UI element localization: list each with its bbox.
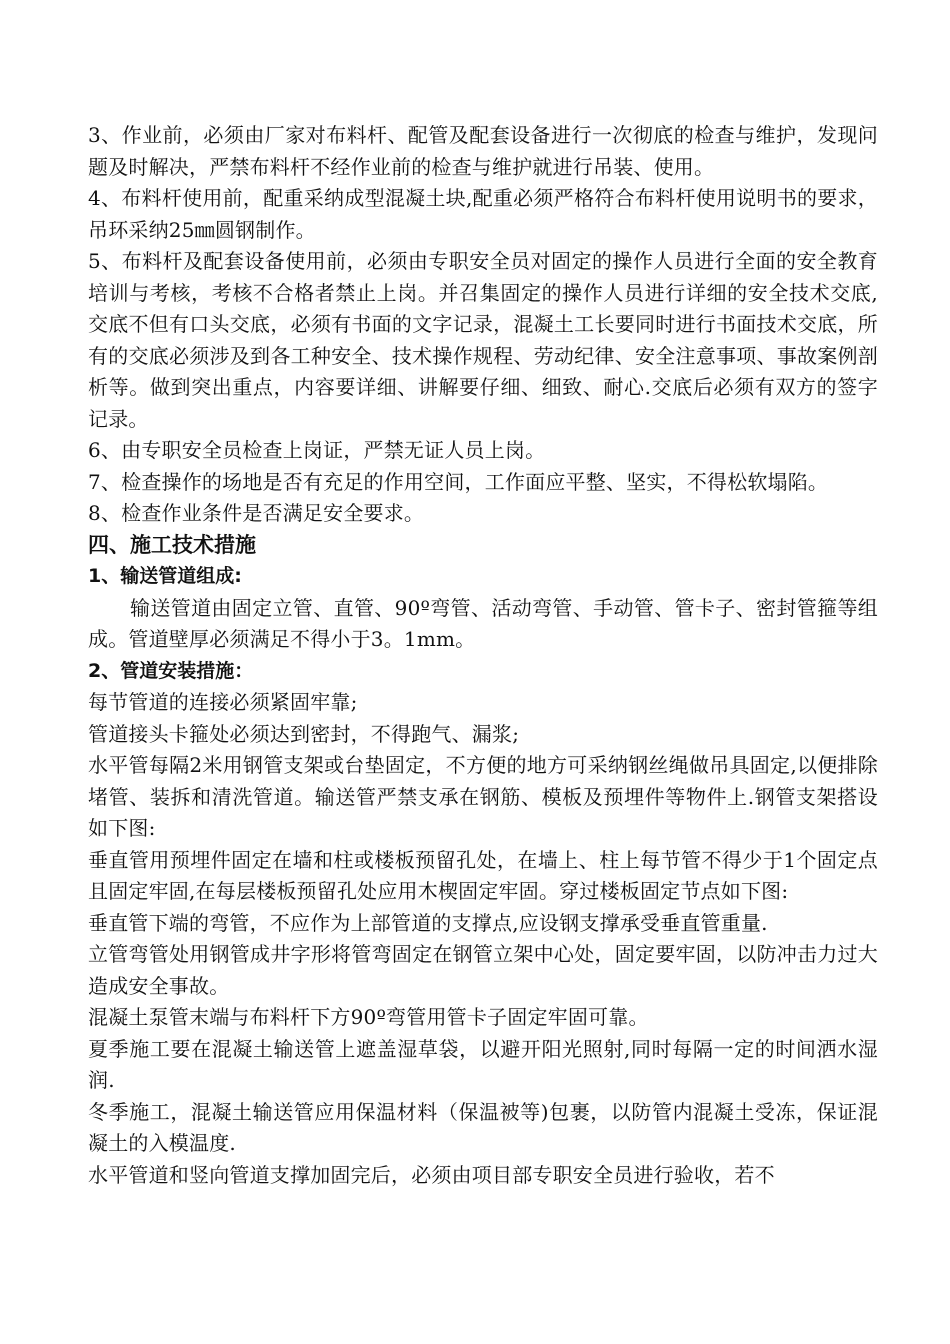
- paragraph-pump-pipe-end: 混凝土泵管末端与布料杆下方90º弯管用管卡子固定牢固可靠。: [88, 1005, 649, 1029]
- paragraph-pipeline-composition: 输送管道由固定立管、直管、90º弯管、活动弯管、手动管、管卡子、密封管箍等组成。管道壁厚必须满足不得小于3。1mm。: [88, 595, 878, 651]
- paragraph-item-8: 8、检查作业条件是否满足安全要求。: [88, 501, 425, 525]
- paragraph-item-4: 4、布料杆使用前，配重采纳成型混凝土块,配重必须严格符合布料杆使用说明书的要求，吊环采纳25㎜圆钢制作。: [88, 186, 878, 242]
- paragraph-acceptance: 水平管道和竖向管道支撑加固完后，必须由项目部专职安全员进行验收，若不: [88, 1162, 775, 1187]
- paragraph-item-5: 5、布料杆及配套设备使用前，必须由专职安全员对固定的操作人员进行全面的安全教育培训与考核，考核不合格者禁止上岗。并召集固定的操作人员进行详细的安全技术交底,交底不但有口头交底，必须有书面的文字记录，混凝土工长要同时进行书面技术交底，所有的交底必须涉及到各工种安全、技术操作规程、劳动纪律、安全注意事项、事故案例剖析等。做到突出重点，内容要详细、讲解要仔细、细致、耐心.交底后必须有双方的签字记录。: [88, 249, 878, 431]
- paragraph-horizontal-pipe: 水平管每隔2米用钢管支架或台垫固定，不方便的地方可采纳钢丝绳做吊具固定,以便排除堵管、装拆和清洗管道。输送管严禁支承在钢筋、模板及预埋件等物件上.钢管支架搭设如下图:: [88, 753, 878, 840]
- paragraph-summer-construction: 夏季施工要在混凝土输送管上遮盖湿草袋，以避开阳光照射,同时每隔一定的时间洒水湿润.: [88, 1036, 878, 1092]
- document-page: [88, 120, 878, 1191]
- paragraph-pipe-connection: 每节管道的连接必须紧固牢靠;: [88, 690, 358, 714]
- paragraph-riser-elbow: 立管弯管处用钢管成井字形将管弯固定在钢管立架中心处，固定要牢固，以防冲击力过大造成安全事故。: [88, 942, 878, 998]
- section-heading: 四、施工技术措施: [88, 532, 256, 557]
- paragraph-pipe-joint-seal: 管道接头卡箍处必须达到密封，不得跑气、漏浆;: [88, 721, 520, 746]
- subsection-heading-pipeline-installation: 2、管道安装措施：: [88, 659, 254, 682]
- paragraph-item-7: 7、检查操作的场地是否有充足的作用空间，工作面应平整、坚实，不得松软塌陷。: [88, 469, 829, 494]
- paragraph-item-6: 6、由专职安全员检查上岗证，严禁无证人员上岗。: [88, 438, 546, 462]
- paragraph-vertical-pipe-elbow: 垂直管下端的弯管，不应作为上部管道的支撑点,应设钢支撑承受垂直管重量.: [88, 910, 768, 935]
- paragraph-vertical-pipe: 垂直管用预埋件固定在墙和柱或楼板预留孔处，在墙上、柱上每节管不得少于1个固定点且固定牢固,在每层楼板预留孔处应用木楔固定牢固。穿过楼板固定节点如下图:: [88, 847, 878, 903]
- paragraph-item-3: 3、作业前，必须由厂家对布料杆、配管及配套设备进行一次彻底的检查与维护，发现问题及时解决，严禁布料杆不经作业前的检查与维护就进行吊装、使用。: [88, 123, 878, 179]
- subsection-heading-pipeline-composition: 1、输送管道组成:: [88, 565, 242, 587]
- paragraph-winter-construction: 冬季施工，混凝土输送管应用保温材料（保温被等)包裹，以防管内混凝土受冻，保证混凝土的入模温度.: [88, 1099, 878, 1155]
